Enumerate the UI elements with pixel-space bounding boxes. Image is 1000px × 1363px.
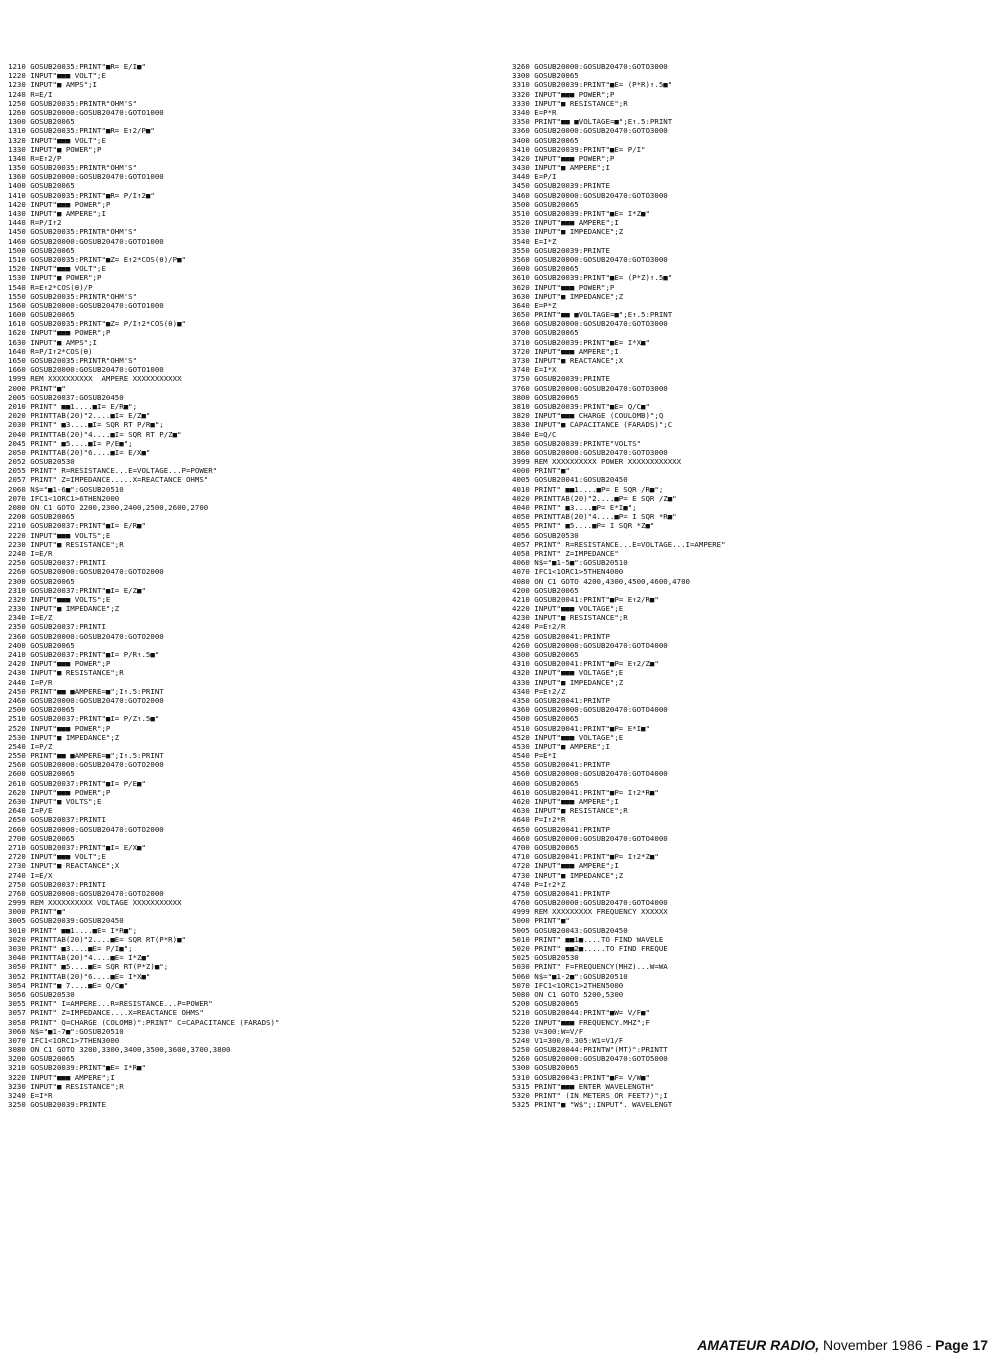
issue-date: November 1986 - xyxy=(819,1337,936,1353)
code-line: 5030 PRINT" F=FREQUENCY(MHZ)...W=WA xyxy=(512,962,668,972)
code-line: 4340 P=E↑2/Z xyxy=(512,686,566,696)
code-line: 3250 GOSUB20039:PRINTE xyxy=(8,1100,106,1110)
code-line: 4060 N$="■1-5■":GOSUB20510 xyxy=(512,558,628,568)
code-line: 2300 GOSUB20065 xyxy=(8,576,75,586)
code-line: 5010 PRINT" ■■1■....TO FIND WAVELE xyxy=(512,934,664,944)
code-line: 4700 GOSUB20065 xyxy=(512,842,579,852)
code-line: 3500 GOSUB20065 xyxy=(512,199,579,209)
code-line: 5020 PRINT" ■■2■.....TO FIND FREQUE xyxy=(512,944,668,953)
code-line: 2050 PRINTTAB(20)"6....■I= E/X■" xyxy=(8,447,151,457)
code-line: 2360 GOSUB20000:GOSUB20470:GOTO2000 xyxy=(8,631,164,641)
code-line: 3080 ON C1 GOTO 3200,3300,3400,3500,3600,3700,3800 xyxy=(8,1045,231,1055)
code-line: 3350 PRINT"■■ ■VOLTAGE=■";E↑.5:PRINT xyxy=(512,117,673,127)
code-line: 5250 GOSUB20044:PRINTW"(MT)":PRINTT xyxy=(512,1045,668,1055)
code-line: 3056 GOSUB20530 xyxy=(8,989,75,999)
code-line: 4550 GOSUB20041:PRINTP xyxy=(512,760,610,770)
code-line: 3550 GOSUB20039:PRINTE xyxy=(512,245,610,255)
code-line: 1440 R=P/I↑2 xyxy=(8,218,62,228)
code-line: 1630 INPUT"■ AMPS";I xyxy=(8,337,97,347)
code-line: 4999 REM XXXXXXXXX FREQUENCY XXXXXX xyxy=(512,907,668,917)
code-line: 3730 INPUT"■ REACTANCE";X xyxy=(512,356,624,365)
code-line: 3300 GOSUB20065 xyxy=(512,71,579,81)
code-line: 2052 GOSUB20530 xyxy=(8,457,75,467)
code-line: 1500 GOSUB20065 xyxy=(8,245,75,255)
code-line: 2710 GOSUB20037:PRINT"■I= E/X■" xyxy=(8,842,146,852)
code-line: 3440 E=P/I xyxy=(512,172,557,182)
code-line: 4330 INPUT"■ IMPEDANCE";Z xyxy=(512,677,624,687)
code-line: 2420 INPUT"■■■ POWER";P xyxy=(8,659,111,669)
code-line: 3530 INPUT"■ IMPEDANCE";Z xyxy=(512,227,624,237)
code-line: 3005 GOSUB20039:GOSUB20450 xyxy=(8,916,124,926)
code-line: 3640 E=P*Z xyxy=(512,300,557,310)
code-line: 2230 INPUT"■ RESISTANCE";R xyxy=(8,539,124,549)
code-line: 1220 INPUT"■■■ VOLT";E xyxy=(8,71,106,81)
code-line: 5240 V1=300/0.305:W1=V1/F xyxy=(512,1035,624,1045)
code-line: 3330 INPUT"■ RESISTANCE";R xyxy=(512,98,628,108)
code-line: 3510 GOSUB20039:PRINT"■E= I*Z■" xyxy=(512,209,650,218)
code-line: 2200 GOSUB20065 xyxy=(8,512,75,522)
code-line: 5230 V=300:W=V/F xyxy=(512,1026,584,1036)
code-line: 2620 INPUT"■■■ POWER";P xyxy=(8,787,111,797)
code-line: 5220 INPUT"■■■ FREQUENCY.MHZ";F xyxy=(512,1017,650,1027)
code-line: 2430 INPUT"■ RESISTANCE";R xyxy=(8,668,124,678)
left-code-column xyxy=(8,62,493,1109)
code-line: 1420 INPUT"■■■ POWER";P xyxy=(8,199,111,209)
code-line: 1460 GOSUB20000:GOSUB20470:GOTO1000 xyxy=(8,236,164,246)
code-line: 5080 ON C1 GOTO 5200,5300 xyxy=(512,989,624,999)
code-line: 3430 INPUT"■ AMPERE";I xyxy=(512,163,610,173)
code-line: 3040 PRINTTAB(20)"4....■E= I*Z■" xyxy=(8,953,151,963)
code-line: 1550 GOSUB20035:PRINTR"OHM'S" xyxy=(8,291,138,301)
code-line: 5005 GOSUB20043:GOSUB20450 xyxy=(512,925,628,935)
code-line: 2330 INPUT"■ IMPEDANCE";Z xyxy=(8,604,120,614)
code-line: 5325 PRINT"■ "W$";:INPUT". WAVELENGT xyxy=(512,1100,673,1110)
code-line: 3320 INPUT"■■■ POWER";P xyxy=(512,89,615,99)
code-line: 3820 INPUT"■■■ CHARGE (COULOMB)";Q xyxy=(512,411,664,421)
code-line: 3850 GOSUB20039:PRINTE"VOLTS" xyxy=(512,438,642,448)
code-line: 3055 PRINT" I=AMPERE...R=RESISTANCE...P=POWER" xyxy=(8,999,213,1009)
code-line: 5300 GOSUB20065 xyxy=(512,1063,579,1073)
code-line: 2640 I=P/E xyxy=(8,806,53,816)
page-number: Page 17 xyxy=(935,1337,988,1353)
code-line: 4350 GOSUB20041:PRINTP xyxy=(512,695,610,705)
code-line: 2000 PRINT"■" xyxy=(8,383,66,393)
code-line: 4650 GOSUB20041:PRINTP xyxy=(512,824,610,834)
code-line: 3760 GOSUB20000:GOSUB20470:GOTO3000 xyxy=(512,383,668,393)
code-line: 3660 GOSUB20000:GOSUB20470:GOTO3000 xyxy=(512,319,668,329)
code-line: 4320 INPUT"■■■ VOLTAGE";E xyxy=(512,668,624,678)
code-line: 4200 GOSUB20065 xyxy=(512,585,579,595)
code-line: 3058 PRINT" Q=CHARGE (COLOMB)":PRINT" C=CAPACITANCE (FARADS)" xyxy=(8,1017,280,1027)
code-line: 4260 GOSUB20000:GOSUB20470:GOTO4000 xyxy=(512,640,668,650)
code-line: 2460 GOSUB20000:GOSUB20470:GOTO2000 xyxy=(8,695,164,705)
code-line: 2660 GOSUB20000:GOSUB20470:GOTO2000 xyxy=(8,824,164,834)
code-line: 2700 GOSUB20065 xyxy=(8,833,75,843)
code-line: 4050 PRINTTAB(20)"4....■P= I SQR *R■" xyxy=(512,512,677,522)
code-line: 3070 IFC1<1ORC1>7THEN3000 xyxy=(8,1035,120,1045)
code-line: 1430 INPUT"■ AMPERE";I xyxy=(8,209,106,218)
code-line: 1450 GOSUB20035:PRINTR"OHM'S" xyxy=(8,227,138,237)
code-line: 4210 GOSUB20041:PRINT"■P= E↑2/R■" xyxy=(512,594,659,604)
page-footer xyxy=(697,1337,988,1353)
code-line: 1620 INPUT"■■■ POWER";P xyxy=(8,328,111,338)
code-line: 2440 I=P/R xyxy=(8,677,53,687)
code-line: 3620 INPUT"■■■ POWER";P xyxy=(512,282,615,292)
code-line: 3450 GOSUB20039:PRINTE xyxy=(512,181,610,191)
code-line: 4310 GOSUB20041:PRINT"■P= E↑2/Z■" xyxy=(512,659,659,669)
code-line: 1250 GOSUB20035:PRINTR"OHM'S" xyxy=(8,98,138,108)
code-line: 5070 IFC1<1ORC1>2THEN5000 xyxy=(512,980,624,990)
code-line: 1260 GOSUB20000:GOSUB20470:GOTO1000 xyxy=(8,107,164,117)
code-line: 1240 R=E/I xyxy=(8,89,53,99)
code-line: 3520 INPUT"■■■ AMPERE";I xyxy=(512,218,619,228)
code-line: 4010 PRINT" ■■1....■P= E SQR /R■"; xyxy=(512,484,664,494)
code-line: 3810 GOSUB20039:PRINT"■E= Q/C■" xyxy=(512,401,650,411)
code-line: 1660 GOSUB20000:GOSUB20470:GOTO1000 xyxy=(8,365,164,375)
code-line: 2410 GOSUB20037:PRINT"■I= P/R↑.5■" xyxy=(8,650,160,659)
code-line: 3750 GOSUB20039:PRINTE xyxy=(512,374,610,384)
code-line: 4005 GOSUB20041:GOSUB20450 xyxy=(512,475,628,485)
code-line: 4630 INPUT"■ RESISTANCE";R xyxy=(512,806,628,816)
code-line: 1300 GOSUB20065 xyxy=(8,117,75,127)
code-line: 5315 PRINT"■■■ ENTER WAVELENGTH" xyxy=(512,1081,655,1091)
code-line: 2220 INPUT"■■■ VOLTS";E xyxy=(8,530,111,540)
code-line: 3420 INPUT"■■■ POWER";P xyxy=(512,153,615,163)
code-line: 2510 GOSUB20037:PRINT"■I= P/Z↑.5■" xyxy=(8,714,160,724)
code-line: 4360 GOSUB20000:GOSUB20470:GOTO4000 xyxy=(512,705,668,715)
code-line: 1350 GOSUB20035:PRINTR"OHM'S" xyxy=(8,163,138,173)
code-line: 3010 PRINT" ■■1....■E= I*R■"; xyxy=(8,925,138,935)
code-line: 2610 GOSUB20037:PRINT"■I= P/E■" xyxy=(8,778,146,788)
code-line: 2030 PRINT" ■3....■I= SQR RT P/R■"; xyxy=(8,420,164,430)
code-line: 1600 GOSUB20065 xyxy=(8,310,75,320)
code-line: 2530 INPUT"■ IMPEDANCE";Z xyxy=(8,732,120,742)
code-line: 1210 GOSUB20035:PRINT"■R= E/I■" xyxy=(8,62,146,71)
code-line: 3340 E=P*R xyxy=(512,107,557,117)
code-line: 2040 PRINTTAB(20)"4....■I= SQR RT P/Z■" xyxy=(8,429,182,439)
code-line: 3600 GOSUB20065 xyxy=(512,264,579,274)
code-line: 2005 GOSUB20037:GOSUB20450 xyxy=(8,392,124,402)
code-line: 1650 GOSUB20035:PRINTR"OHM'S" xyxy=(8,356,138,365)
code-line: 2650 GOSUB20037:PRINTI xyxy=(8,815,106,825)
code-line: 2520 INPUT"■■■ POWER";P xyxy=(8,723,111,733)
code-line: 1310 GOSUB20035:PRINT"■R= E↑2/P■" xyxy=(8,126,155,136)
code-line: 5200 GOSUB20065 xyxy=(512,999,579,1009)
code-line: 1540 R=E↑2*COS(θ)/P xyxy=(8,282,93,292)
code-line: 3710 GOSUB20039:PRINT"■E= I*X■" xyxy=(512,337,650,347)
code-line: 2080 ON C1 GOTO 2200,2300,2400,2500,2600,2700 xyxy=(8,503,209,512)
code-line: 4040 PRINT" ■3....■P= E*I■"; xyxy=(512,503,637,512)
code-line: 4730 INPUT"■ IMPEDANCE";Z xyxy=(512,870,624,880)
code-line: 4070 IFC1<1ORC1>5THEN4000 xyxy=(512,567,624,577)
code-line: 3830 INPUT"■ CAPACITANCE (FARADS)";C xyxy=(512,420,673,430)
code-line: 4250 GOSUB20041:PRINTP xyxy=(512,631,610,641)
code-line: 2010 PRINT" ■■1....■I= E/R■"; xyxy=(8,401,138,411)
code-line: 2070 IFC1<1ORC1>6THEN2000 xyxy=(8,493,120,503)
code-line: 4740 P=I↑2*Z xyxy=(512,879,566,889)
code-line: 2500 GOSUB20065 xyxy=(8,705,75,715)
code-line: 2260 GOSUB20000:GOSUB20470:GOTO2000 xyxy=(8,567,164,577)
code-line: 2400 GOSUB20065 xyxy=(8,640,75,650)
code-line: 3200 GOSUB20065 xyxy=(8,1054,75,1064)
code-line: 4610 GOSUB20041:PRINT"■P= I↑2*R■" xyxy=(512,787,659,797)
code-line: 2060 N$="■1-6■":GOSUB20510 xyxy=(8,484,124,494)
code-line: 2240 I=E/R xyxy=(8,548,53,558)
code-line: 2740 I=E/X xyxy=(8,870,53,880)
code-line: 2057 PRINT" Z=IMPEDANCE.....X=REACTANCE OHMS" xyxy=(8,475,209,485)
code-line: 3540 E=I*Z xyxy=(512,236,557,246)
code-line: 4510 GOSUB20041:PRINT"■P= E*I■" xyxy=(512,723,650,733)
code-line: 4720 INPUT"■■■ AMPERE";I xyxy=(512,861,619,871)
code-line: 3052 PRINTTAB(20)"6....■E= I*X■" xyxy=(8,971,151,981)
code-line: 3060 N$="■1-7■":GOSUB20510 xyxy=(8,1026,124,1036)
code-line: 3000 PRINT"■" xyxy=(8,907,66,917)
code-line: 3030 PRINT" ■3....■E= P/I■"; xyxy=(8,944,133,953)
code-line: 4058 PRINT" Z=IMPEDANCE" xyxy=(512,548,619,558)
code-line: 3310 GOSUB20039:PRINT"■E= (P*R)↑.5■" xyxy=(512,80,673,90)
code-line: 1320 INPUT"■■■ VOLT";E xyxy=(8,135,106,145)
code-line: 1410 GOSUB20035:PRINT"■R= P/I↑2■" xyxy=(8,190,155,200)
code-line: 4530 INPUT"■ AMPERE";I xyxy=(512,741,610,751)
code-line: 1360 GOSUB20000:GOSUB20470:GOTO1000 xyxy=(8,172,164,182)
code-line: 3020 PRINTTAB(20)"2....■E= SQR RT(P*R)■" xyxy=(8,934,186,944)
code-line: 3050 PRINT" ■5....■E= SQR RT(P*Z)■"; xyxy=(8,962,169,972)
code-line: 3210 GOSUB20039:PRINT"■E= I*R■" xyxy=(8,1063,146,1073)
code-line: 2045 PRINT" ■5....■I= P/E■"; xyxy=(8,438,133,448)
code-line: 5025 GOSUB20530 xyxy=(512,953,579,963)
code-line: 3230 INPUT"■ RESISTANCE";R xyxy=(8,1081,124,1091)
code-line: 3240 E=I*R xyxy=(8,1091,53,1100)
code-line: 2210 GOSUB20037:PRINT"■I= E/R■" xyxy=(8,521,146,531)
code-line: 4640 P=I↑2*R xyxy=(512,815,566,825)
code-line: 2320 INPUT"■■■ VOLTS";E xyxy=(8,594,111,604)
code-line: 5210 GOSUB20044:PRINT"■W= V/F■" xyxy=(512,1008,650,1018)
code-line: 1230 INPUT"■ AMPS";I xyxy=(8,80,97,90)
code-line: 3220 INPUT"■■■ AMPERE";I xyxy=(8,1072,115,1082)
code-line: 4600 GOSUB20065 xyxy=(512,778,579,788)
code-line: 1510 GOSUB20035:PRINT"■Z= E↑2*COS(θ)/P■" xyxy=(8,254,186,264)
code-line: 1330 INPUT"■ POWER";P xyxy=(8,144,102,154)
code-line: 3860 GOSUB20000:GOSUB20470:GOTO3000 xyxy=(512,447,668,457)
code-line: 2560 GOSUB20000:GOSUB20470:GOTO2000 xyxy=(8,760,164,770)
code-line: 2250 GOSUB20037:PRINTI xyxy=(8,558,106,568)
code-line: 5320 PRINT" (IN METERS OR FEET?)";I xyxy=(512,1091,668,1100)
code-line: 3360 GOSUB20000:GOSUB20470:GOTO3000 xyxy=(512,126,668,136)
code-line: 5000 PRINT"■" xyxy=(512,916,570,926)
code-line: 3720 INPUT"■■■ AMPERE";I xyxy=(512,346,619,356)
code-line: 2630 INPUT"■ VOLTS";E xyxy=(8,797,102,806)
code-line: 2055 PRINT" R=RESISTANCE...E=VOLTAGE...P=POWER" xyxy=(8,466,218,476)
code-line: 3630 INPUT"■ IMPEDANCE";Z xyxy=(512,291,624,301)
code-line: 3400 GOSUB20065 xyxy=(512,135,579,145)
code-line: 2450 PRINT"■■ ■AMPERE=■";I↑.5:PRINT xyxy=(8,686,164,696)
code-line: 1999 REM XXXXXXXXXX AMPERE XXXXXXXXXXX xyxy=(8,374,182,384)
code-line: 4620 INPUT"■■■ AMPERE";I xyxy=(512,797,619,806)
code-line: 3054 PRINT"■ 7....■E= Q/C■" xyxy=(8,980,129,990)
code-line: 3740 E=I*X xyxy=(512,365,557,375)
code-line: 4080 ON C1 GOTO 4200,4300,4500,4600,4700 xyxy=(512,576,690,586)
code-line: 2540 I=P/Z xyxy=(8,741,53,751)
code-line: 4760 GOSUB20000:GOSUB20470:GOTO4000 xyxy=(512,898,668,908)
code-line: 3410 GOSUB20039:PRINT"■E= P/I" xyxy=(512,144,646,154)
code-line: 5060 N$="■1-2■":GOSUB20510 xyxy=(512,971,628,981)
code-line: 4300 GOSUB20065 xyxy=(512,650,579,659)
code-line: 4500 GOSUB20065 xyxy=(512,714,579,724)
code-line: 4240 P=E↑2/R xyxy=(512,622,566,632)
code-line: 1400 GOSUB20065 xyxy=(8,181,75,191)
code-line: 2750 GOSUB20037:PRINTI xyxy=(8,879,106,889)
code-line: 5260 GOSUB20000:GOSUB20470:GOTO5000 xyxy=(512,1054,668,1064)
code-line: 4660 GOSUB20000:GOSUB20470:GOTO4000 xyxy=(512,833,668,843)
code-line: 2310 GOSUB20037:PRINT"■I= E/Z■" xyxy=(8,585,146,595)
code-line: 2550 PRINT"■■ ■AMPERE=■";I↑.5:PRINT xyxy=(8,751,164,761)
code-line: 1530 INPUT"■ POWER";P xyxy=(8,273,102,283)
code-line: 2760 GOSUB20000:GOSUB20470:GOTO2000 xyxy=(8,888,164,898)
code-line: 3260 GOSUB20000:GOSUB20470:GOTO3000 xyxy=(512,62,668,71)
code-line: 3057 PRINT" Z=IMPEDANCE....X=REACTANCE OHMS" xyxy=(8,1008,204,1018)
code-line: 4230 INPUT"■ RESISTANCE";R xyxy=(512,613,628,623)
code-line: 2730 INPUT"■ REACTANCE";X xyxy=(8,861,120,871)
code-line: 2350 GOSUB20037:PRINTI xyxy=(8,622,106,632)
code-line: 4220 INPUT"■■■ VOLTAGE";E xyxy=(512,604,624,614)
code-line: 2720 INPUT"■■■ VOLT";E xyxy=(8,852,106,862)
code-line: 3560 GOSUB20000:GOSUB20470:GOTO3000 xyxy=(512,254,668,264)
code-line: 4000 PRINT"■" xyxy=(512,466,570,476)
code-line: 4057 PRINT" R=RESISTANCE...E=VOLTAGE...I=AMPERE" xyxy=(512,539,726,549)
code-line: 5310 GOSUB20043:PRINT"■F= V/W■" xyxy=(512,1072,650,1082)
code-line: 3840 E=Q/C xyxy=(512,429,557,439)
code-line: 2020 PRINTTAB(20)"2....■I= E/Z■" xyxy=(8,411,151,421)
code-line: 1640 R=P/I↑2*COS(θ) xyxy=(8,346,93,356)
code-line: 2340 I=E/Z xyxy=(8,613,53,623)
code-line: 4750 GOSUB20041:PRINTP xyxy=(512,888,610,898)
code-line: 4710 GOSUB20041:PRINT"■P= I↑2*Z■" xyxy=(512,852,659,862)
right-code-column xyxy=(512,62,992,1109)
code-line: 3999 REM XXXXXXXXXX POWER XXXXXXXXXXXX xyxy=(512,457,682,467)
code-line: 4056 GOSUB20530 xyxy=(512,530,579,540)
code-line: 1520 INPUT"■■■ VOLT";E xyxy=(8,264,106,274)
code-line: 4540 P=E*I xyxy=(512,751,557,761)
code-line: 3800 GOSUB20065 xyxy=(512,392,579,402)
code-line: 1610 GOSUB20035:PRINT"■Z= P/I↑2*COS(θ)■" xyxy=(8,319,186,329)
code-line: 4020 PRINTTAB(20)"2....■P= E SQR /Z■" xyxy=(512,493,677,503)
magazine-title: AMATEUR RADIO, xyxy=(697,1337,820,1353)
code-line: 3650 PRINT"■■ ■VOLTAGE=■";E↑.5:PRINT xyxy=(512,310,673,320)
code-line: 3460 GOSUB20000:GOSUB20470:GOTO3000 xyxy=(512,190,668,200)
code-line: 4560 GOSUB20000:GOSUB20470:GOTO4000 xyxy=(512,769,668,779)
code-line: 1340 R=E↑2/P xyxy=(8,153,62,163)
code-line: 4520 INPUT"■■■ VOLTAGE";E xyxy=(512,732,624,742)
code-line: 2999 REM XXXXXXXXXX VOLTAGE XXXXXXXXXXX xyxy=(8,898,182,908)
code-line: 1560 GOSUB20000:GOSUB20470:GOTO1000 xyxy=(8,300,164,310)
code-line: 3610 GOSUB20039:PRINT"■E= (P*Z)↑.5■" xyxy=(512,273,673,283)
code-line: 4055 PRINT" ■5....■P= I SQR *Z■" xyxy=(512,521,655,531)
code-line: 2600 GOSUB20065 xyxy=(8,769,75,779)
code-line: 3700 GOSUB20065 xyxy=(512,328,579,338)
